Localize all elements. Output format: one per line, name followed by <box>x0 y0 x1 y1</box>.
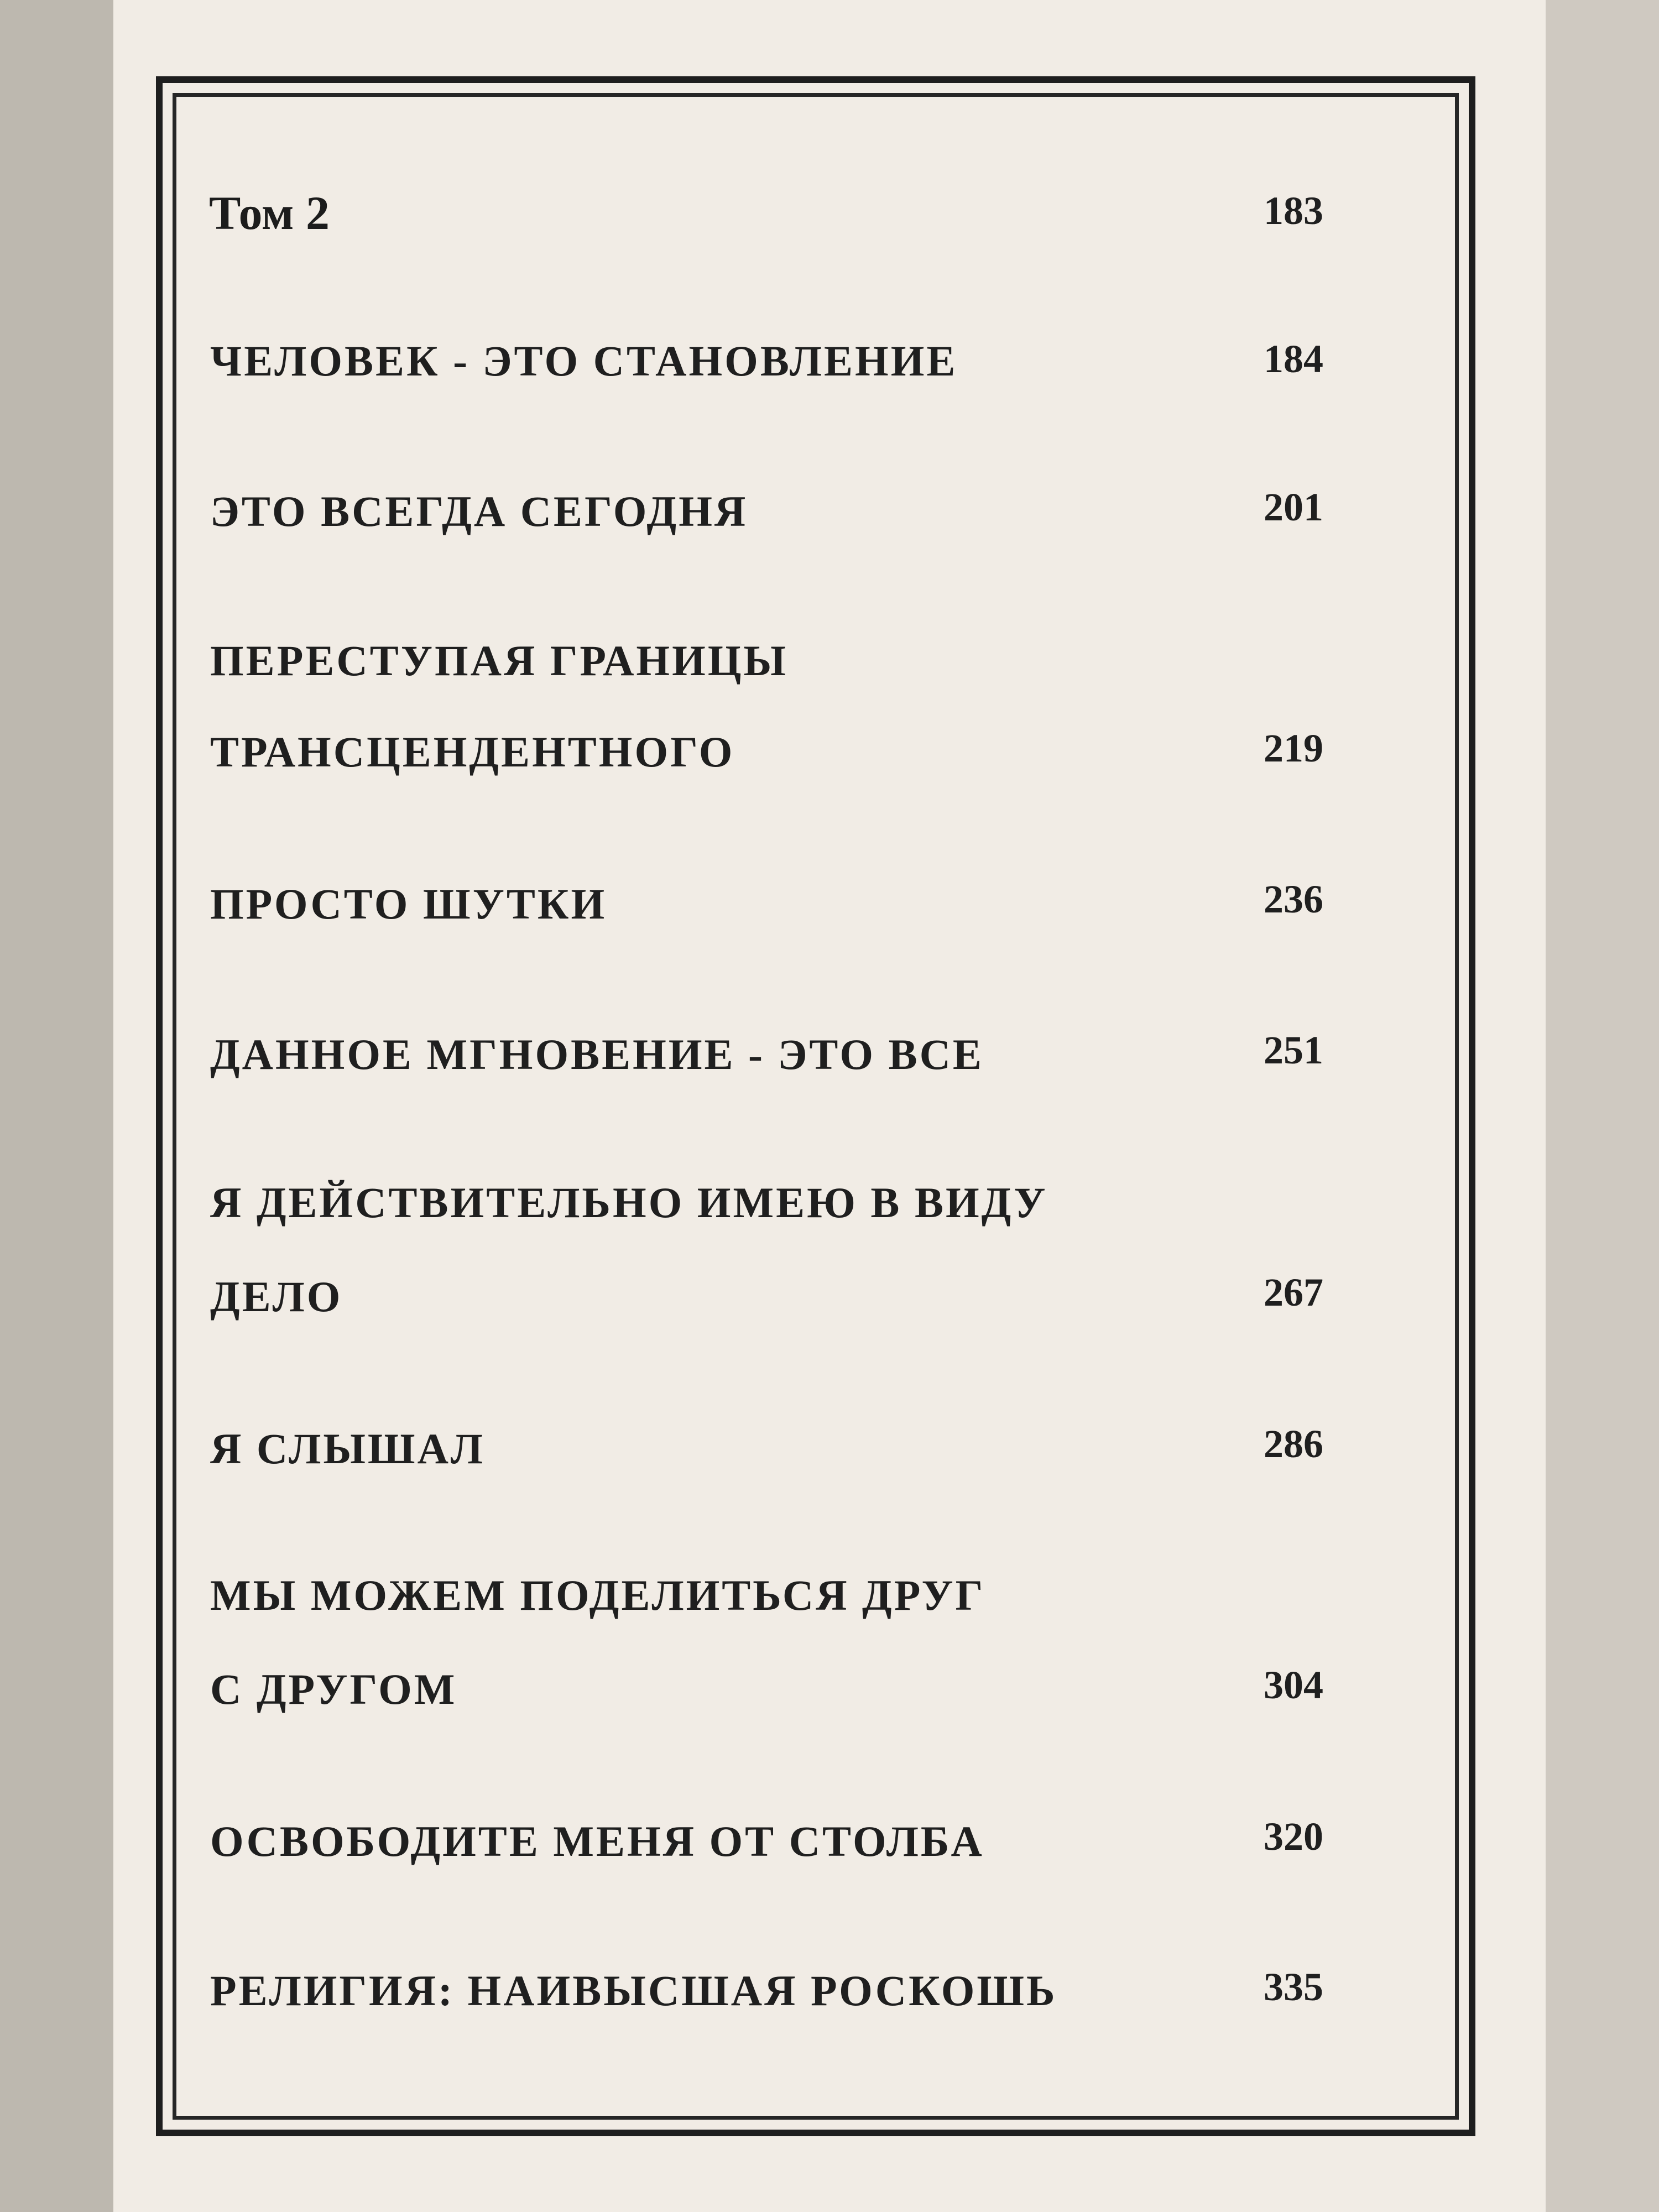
toc-entry-9-page: 320 <box>1264 1814 1323 1859</box>
toc-entry-1-line-1: ЧЕЛОВЕК - ЭТО СТАНОВЛЕНИЕ <box>210 337 958 385</box>
toc-entry-8-line-2: С ДРУГОМ <box>210 1665 457 1713</box>
page-gutter <box>0 0 113 2212</box>
toc-entry-5-line-1: ДАННОЕ МГНОВЕНИЕ - ЭТО ВСЕ <box>210 1030 984 1078</box>
toc-volume-title: Том 2 <box>209 186 330 239</box>
toc-entry-6-line-1: Я ДЕЙСТВИТЕЛЬНО ИМЕЮ В ВИДУ <box>210 1178 1048 1227</box>
toc-entry-1-page: 184 <box>1264 337 1323 381</box>
page-edge <box>1546 0 1659 2212</box>
toc-entry-3-line-2: ТРАНСЦЕНДЕНТНОГО <box>210 728 735 776</box>
toc-entry-8-line-1: МЫ МОЖЕМ ПОДЕЛИТЬСЯ ДРУГ <box>210 1571 985 1619</box>
toc-entry-7-page: 286 <box>1264 1422 1323 1466</box>
toc-entry-8-page: 304 <box>1264 1663 1323 1707</box>
toc-entry-6-page: 267 <box>1264 1270 1323 1314</box>
toc-entry-9-line-1: ОСВОБОДИТЕ МЕНЯ ОТ СТОЛБА <box>210 1817 984 1865</box>
toc-entry-2-line-1: ЭТО ВСЕГДА СЕГОДНЯ <box>210 487 748 535</box>
toc-entry-5-page: 251 <box>1264 1028 1323 1072</box>
toc-volume-page: 183 <box>1264 189 1323 233</box>
toc-entry-7-line-1: Я СЛЫШАЛ <box>210 1425 486 1473</box>
toc-entry-4-line-1: ПРОСТО ШУТКИ <box>210 880 607 928</box>
toc-entry-4-page: 236 <box>1264 877 1323 921</box>
toc-entry-6-line-2: ДЕЛО <box>210 1272 343 1321</box>
toc-entry-10-line-1: РЕЛИГИЯ: НАИВЫСШАЯ РОСКОШЬ <box>210 1966 1057 2015</box>
toc-entry-3-line-1: ПЕРЕСТУПАЯ ГРАНИЦЫ <box>210 637 789 685</box>
toc-entry-10-page: 335 <box>1264 1965 1323 2009</box>
toc-entry-2-page: 201 <box>1264 485 1323 529</box>
toc-entry-3-page: 219 <box>1264 726 1323 770</box>
